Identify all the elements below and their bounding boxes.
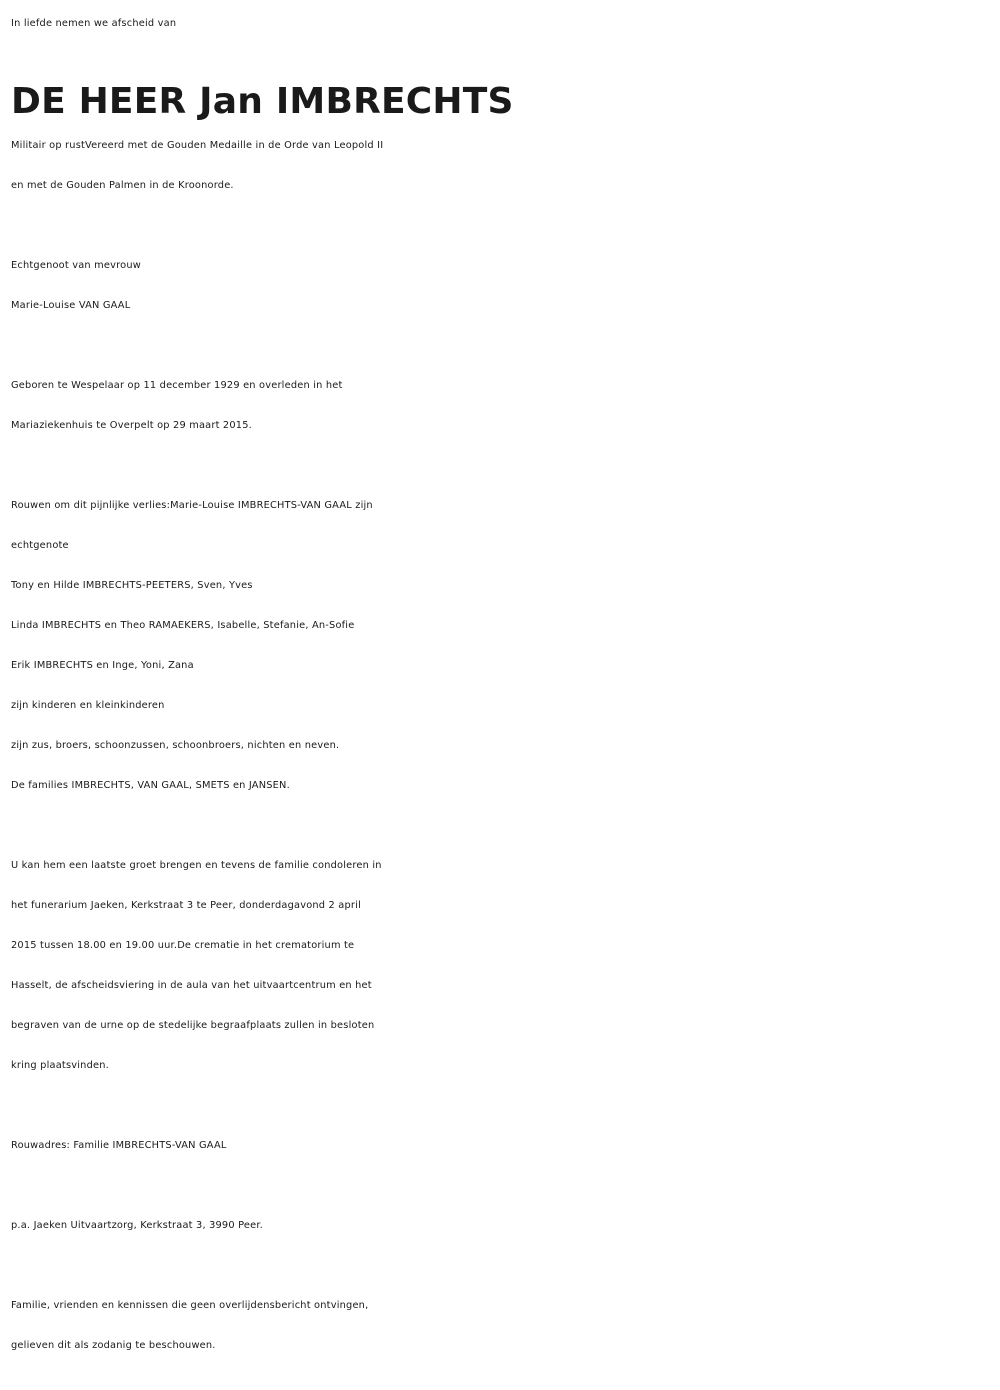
ceremony-line: U kan hem een laatste groet brengen en tevens de familie condoleren in xyxy=(11,860,382,871)
intro-text: In liefde nemen we afscheid van xyxy=(11,18,177,29)
honors-line: Militair op rustVereerd met de Gouden Medaille in de Orde van Leopold II xyxy=(11,140,384,151)
ceremony-paragraph xyxy=(11,846,996,1086)
spouse-line: Echtgenoot van mevrouw xyxy=(11,260,141,271)
mourning-address: Rouwadres: Familie IMBRECHTS-VAN GAAL xyxy=(11,1140,227,1151)
honors-paragraph xyxy=(11,126,996,206)
mourners-paragraph xyxy=(11,486,996,806)
paragraph-gap xyxy=(11,1246,996,1286)
paragraph-gap xyxy=(11,806,996,846)
ceremony-line: het funerarium Jaeken, Kerkstraat 3 te Peer, donderdagavond 2 april xyxy=(11,900,361,911)
mourners-line: echtgenote xyxy=(11,540,69,551)
honors-line: en met de Gouden Palmen in de Kroonorde. xyxy=(11,180,234,191)
mourners-line: Tony en Hilde IMBRECHTS-PEETERS, Sven, Yves xyxy=(11,580,253,591)
paragraph-gap xyxy=(11,1166,996,1206)
mourners-line: zijn kinderen en kleinkinderen xyxy=(11,700,165,711)
paragraph-gap xyxy=(11,326,996,366)
birth-death-line: Geboren te Wespelaar op 11 december 1929 en overleden in het xyxy=(11,380,343,391)
mourners-line: De families IMBRECHTS, VAN GAAL, SMETS en JANSEN. xyxy=(11,780,290,791)
birth-death-paragraph xyxy=(11,366,996,446)
mourners-line: Linda IMBRECHTS en Theo RAMAEKERS, Isabelle, Stefanie, An-Sofie xyxy=(11,620,355,631)
ceremony-line: kring plaatsvinden. xyxy=(11,1060,109,1071)
spouse-name: Marie-Louise VAN GAAL xyxy=(11,300,131,311)
paragraph-gap xyxy=(11,1086,996,1126)
obituary-notice xyxy=(11,4,996,1366)
closing-line: Familie, vrienden en kennissen die geen overlijdensbericht ontvingen, xyxy=(11,1300,369,1311)
ceremony-line: Hasselt, de afscheidsviering in de aula van het uitvaartcentrum en het xyxy=(11,980,372,991)
mourners-line: zijn zus, broers, schoonzussen, schoonbroers, nichten en neven. xyxy=(11,740,340,751)
closing-line: gelieven dit als zodanig te beschouwen. xyxy=(11,1340,216,1351)
deceased-name: DE HEER Jan IMBRECHTS xyxy=(11,81,514,122)
spouse-paragraph xyxy=(11,246,996,326)
mourners-line: Erik IMBRECHTS en Inge, Yoni, Zana xyxy=(11,660,194,671)
birth-death-line: Mariaziekenhuis te Overpelt op 29 maart 2015. xyxy=(11,420,252,431)
ceremony-line: 2015 tussen 18.00 en 19.00 uur.De crematie in het crematorium te xyxy=(11,940,355,951)
paragraph-gap xyxy=(11,446,996,486)
care-address: p.a. Jaeken Uitvaartzorg, Kerkstraat 3, 3990 Peer. xyxy=(11,1220,263,1231)
mourners-line: Rouwen om dit pijnlijke verlies:Marie-Louise IMBRECHTS-VAN GAAL zijn xyxy=(11,500,373,511)
paragraph-gap xyxy=(11,206,996,246)
closing-paragraph xyxy=(11,1286,996,1366)
ceremony-line: begraven van de urne op de stedelijke begraafplaats zullen in besloten xyxy=(11,1020,375,1031)
